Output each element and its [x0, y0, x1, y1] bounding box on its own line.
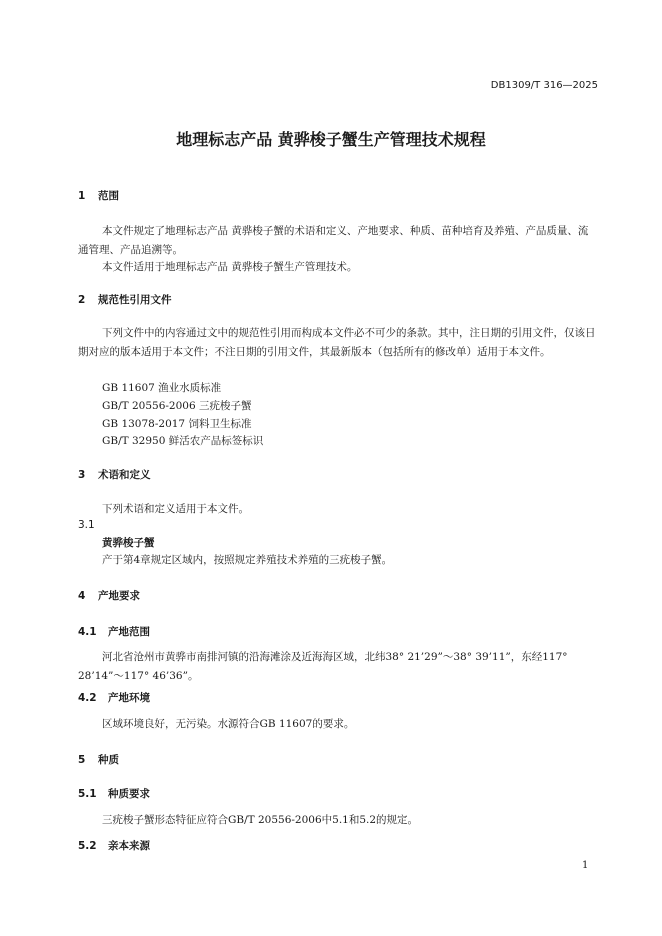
subsection-number: 5.1	[78, 788, 97, 800]
subsection-title: 产地环境	[108, 692, 150, 704]
section-2-heading	[78, 292, 172, 307]
page-number: 1	[582, 860, 589, 871]
section-title: 规范性引用文件	[98, 294, 172, 306]
section-4-heading	[78, 588, 140, 603]
section-5-heading	[78, 752, 119, 767]
section-number: 3	[78, 469, 86, 481]
section-3-heading	[78, 467, 151, 482]
subsection-4-2-paragraph: 区域环境良好，无污染。水源符合GB 11607的要求。	[102, 718, 355, 730]
section-title: 种质	[98, 754, 119, 766]
paragraph-text: 下列文件中的内容通过文中的规范性引用而构成本文件必不可少的条款。其中，注日期的引用文件，仅该日期对应的版本适用于本文件；不注日期的引用文件，其最新版本（包括所有的修改单）适用于本文件。	[78, 327, 596, 358]
standard-code: DB1309/T 316—2025	[490, 80, 598, 91]
section-3-paragraph-1: 下列术语和定义适用于本文件。	[102, 503, 249, 515]
section-number: 5	[78, 754, 86, 766]
section-number: 4	[78, 590, 86, 602]
subsection-title: 产地范围	[108, 626, 150, 638]
reference-item: GB/T 32950 鲜活农产品标签标识	[102, 435, 264, 447]
section-1-heading	[78, 188, 119, 203]
subsection-5-1-paragraph: 三疣梭子蟹形态特征应符合GB/T 20556-2006中5.1和5.2的规定。	[102, 814, 419, 826]
section-number: 1	[78, 190, 86, 202]
paragraph-text: 本文件规定了地理标志产品 黄骅梭子蟹的术语和定义、产地要求、种质、苗种培育及养殖、产品质量、流通管理、产品追溯等。	[78, 225, 589, 256]
reference-item: GB/T 20556-2006 三疣梭子蟹	[102, 400, 252, 412]
subsection-5-2-heading	[78, 838, 150, 853]
document-title: 地理标志产品 黄骅梭子蟹生产管理技术规程	[176, 130, 486, 149]
term-number: 3.1	[78, 519, 95, 531]
subsection-title: 种质要求	[108, 788, 150, 800]
subsection-number: 5.2	[78, 840, 97, 852]
subsection-4-1-paragraph	[78, 648, 598, 685]
paragraph-text: 河北省沧州市黄骅市南排河镇的沿海滩涂及近海海区域，北纬38° 21’29”～38° 39’11”，东经117° 28’14”～117° 46’36”。	[78, 651, 568, 682]
term-definition: 产于第4章规定区域内，按照规定养殖技术养殖的三疣梭子蟹。	[102, 554, 393, 566]
reference-item: GB 11607 渔业水质标准	[102, 382, 222, 394]
subsection-number: 4.2	[78, 692, 97, 704]
section-title: 产地要求	[98, 590, 140, 602]
subsection-number: 4.1	[78, 626, 97, 638]
section-title: 术语和定义	[98, 469, 151, 481]
term-name: 黄骅梭子蟹	[102, 537, 155, 549]
subsection-4-2-heading	[78, 690, 150, 705]
subsection-5-1-heading	[78, 786, 150, 801]
section-1-paragraph-1	[78, 222, 598, 259]
section-2-paragraph-1	[78, 324, 598, 361]
section-number: 2	[78, 294, 86, 306]
subsection-title: 亲本来源	[108, 840, 150, 852]
paragraph-text: 本文件适用于地理标志产品 黄骅梭子蟹生产管理技术。	[102, 261, 358, 273]
section-title: 范围	[98, 190, 119, 202]
section-1-paragraph-2	[78, 258, 598, 277]
subsection-4-1-heading	[78, 624, 150, 639]
reference-item: GB 13078-2017 饲料卫生标准	[102, 418, 252, 430]
